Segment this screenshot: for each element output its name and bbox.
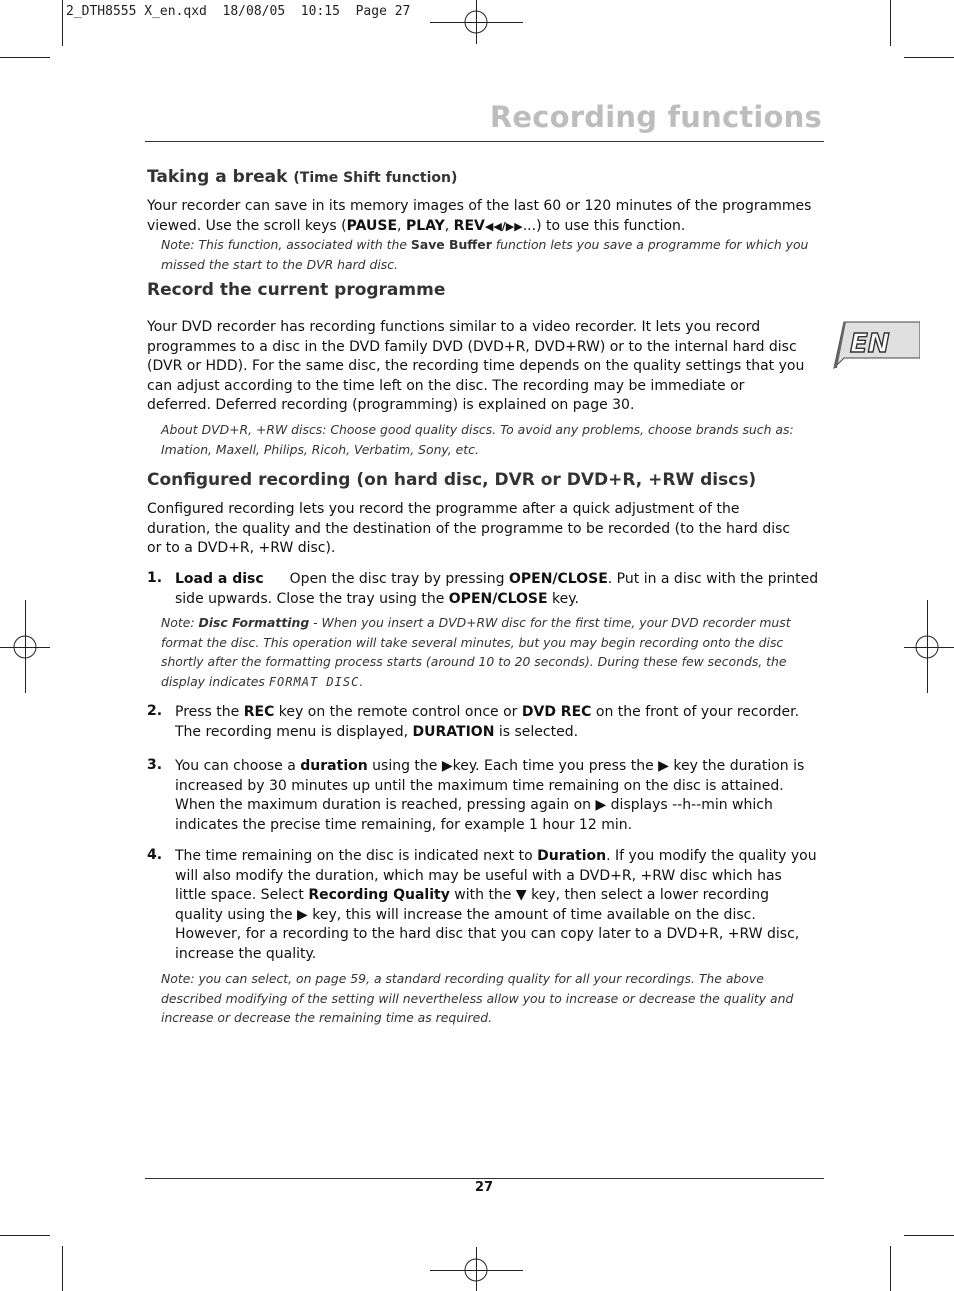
key-open-close: OPEN/CLOSE xyxy=(508,571,608,587)
scroll-arrows-icon: ◀◀/▶▶ xyxy=(484,219,523,233)
key-rev: REV xyxy=(453,217,485,234)
step-number: 2. xyxy=(147,703,163,719)
language-tab-label: EN xyxy=(850,329,890,359)
section-heading-record-current: Record the current programme xyxy=(147,280,446,300)
section-heading-configured: Configured recording (on hard disc, DVR or DVD+R, +RW discs) xyxy=(147,470,757,490)
step-choose-duration: You can choose a duration using the ▶key. Each time you press the ▶ key the duration is increased by 30 minutes up until the maximum time remaining on the disc is attained. When the maximum duration is reached, pressing again on ▶ displays --h--min which indicates the precise time remaining, for example 1 hour 12 min. xyxy=(175,758,805,833)
term-duration: Duration xyxy=(537,848,607,864)
step-number: 4. xyxy=(147,847,163,863)
key-open-close: OPEN/CLOSE xyxy=(448,590,548,607)
term-duration: duration xyxy=(300,758,368,774)
page-number: 27 xyxy=(474,1180,494,1195)
key-dvd-rec: DVD REC xyxy=(521,704,592,720)
step-lead: Load a disc xyxy=(175,571,264,587)
time-shift-paragraph: Your recorder can save in its memory images of the last 60 or 120 minutes of the programmes viewed. Use the scroll keys (PAUSE, PLAY, REV◀◀/▶▶...) to use this function. xyxy=(147,198,812,234)
step-press-rec: Press the REC key on the remote control once or DVD REC on the front of your recorder. The recording menu is displayed, DURATION is selected. xyxy=(175,704,800,740)
lcd-format-disc: FORMAT DISC xyxy=(268,674,360,689)
key-play: PLAY xyxy=(405,217,445,234)
registration-mark-icon xyxy=(12,634,38,660)
section-heading-taking-break xyxy=(147,167,457,187)
disc-formatting-label: Disc Formatting xyxy=(198,615,310,630)
step-load-disc: Load a disc Open the disc tray by pressing OPEN/CLOSE. Put in a disc with the printed side upwards. Close the tray using the OPEN/CLOSE key. xyxy=(175,571,819,607)
key-pause: PAUSE xyxy=(346,217,398,234)
key-rec: REC xyxy=(243,704,275,720)
term-recording-quality: Recording Quality xyxy=(308,887,450,904)
registration-mark-icon xyxy=(914,634,940,660)
footer-rule xyxy=(145,1178,824,1179)
disc-brands-note: About DVD+R, +RW discs: Choose good quality discs. To avoid any problems, choose brands such as: Imation, Maxell, Philips, Ricoh, Verbatim, Sony, etc. xyxy=(161,422,794,457)
key-save-buffer: Save Buffer xyxy=(410,237,492,252)
registration-mark-icon xyxy=(463,9,489,35)
page-title: Recording functions xyxy=(489,100,822,134)
language-tab-en xyxy=(830,318,920,370)
step-number: 1. xyxy=(147,570,163,586)
heading-text: Taking a break xyxy=(147,167,288,187)
configured-paragraph: Configured recording lets you record the programme after a quick adjustment of the duration, the quality and the destination of the programme to be recorded (to the hard disc or to a DVD+R, +RW disc). xyxy=(147,501,791,557)
print-slug: 2_DTH8555 X_en.qxd 18/08/05 10:15 Page 27 xyxy=(66,4,411,19)
record-current-paragraph: Your DVD recorder has recording functions similar to a video recorder. It lets you record programmes to a disc in the DVD family DVD (DVD+R, DVD+RW) or to the internal hard disc (DVR or HDD). For the same disc, the recording time depends on the quality settings that you can adjust according to the time left on the disc. The recording may be immediate or deferred. Deferred recording (programming) is explained on page 30. xyxy=(147,319,805,414)
heading-subtext: (Time Shift function) xyxy=(293,170,458,186)
step-number: 3. xyxy=(147,757,163,773)
disc-formatting-note: Note: Disc Formatting - When you insert a DVD+RW disc for the first time, your DVD recorder must format the disc. This operation will take several minutes, but you may begin recording onto the disc shortly after the formatting process starts (around 10 to 20 seconds). During these few seconds, the display indicates FORMAT DISC. xyxy=(161,615,791,689)
quality-setting-note: Note: you can select, on page 59, a standard recording quality for all your recordings. The above described modifying of the setting will nevertheless allow you to increase or decrease the quality and increase or decrease the remaining time as required. xyxy=(161,971,794,1025)
registration-mark-icon xyxy=(463,1257,489,1283)
save-buffer-note: Note: This function, associated with the Save Buffer function lets you save a programme for which you missed the start to the DVR hard disc. xyxy=(161,237,809,272)
menu-duration: DURATION xyxy=(412,723,495,740)
step-recording-quality: The time remaining on the disc is indicated next to Duration. If you modify the quality you will also modify the duration, which may be useful with a DVD+R, +RW disc which has little space. Select Recording Quality with the ▼ key, then select a lower recording quality using the ▶ key, this will increase the amount of time available on the disc. However, for a recording to the hard disc that you can copy later to a DVD+R, +RW disc, increase the quality. xyxy=(175,848,817,962)
title-rule xyxy=(145,141,824,142)
